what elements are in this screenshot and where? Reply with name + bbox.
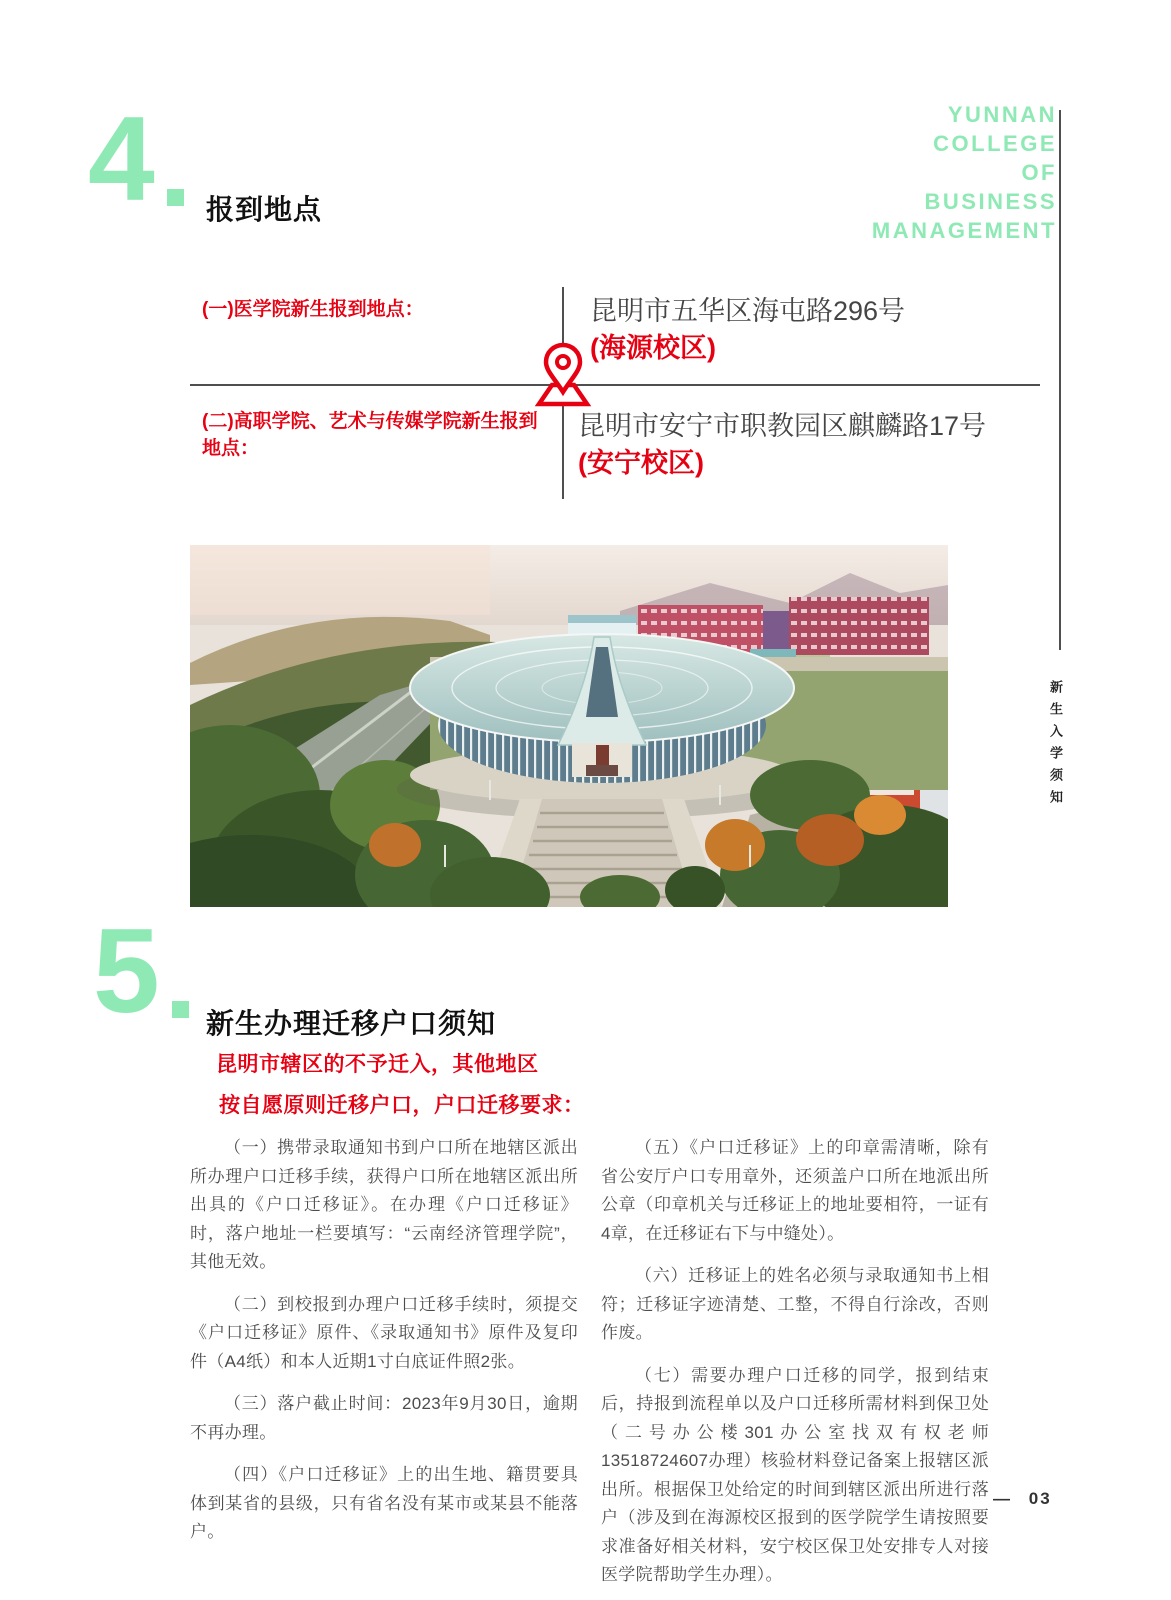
household-notice-line1: 昆明市辖区的不予迁入，其他地区 — [216, 1053, 539, 1076]
campus-aerial-photo — [190, 545, 948, 907]
body-paragraph-6: （六）迁移证上的姓名必须与录取通知书上相符；迁移证字迹清楚、工整，不得自行涂改，否则作废。 — [601, 1266, 989, 1342]
entry2-address — [578, 408, 986, 482]
number-dot — [167, 189, 184, 206]
body-paragraph-2: （二）到校报到办理户口迁移手续时，须提交《户口迁移证》原件、《录取通知书》原件及复印件（A4纸）和本人近期1寸白底证件照2张。 — [190, 1294, 578, 1371]
college-name-english — [872, 100, 1057, 245]
body-paragraph-7: （七）需要办理户口迁移的同学，报到结束后，持报到流程单以及户口迁移所需材料到保卫处（二号办公楼301办公室找双有权老师13518724607办理）核验材料登记备案上报辖区派出所。根据保卫处给定的时间到辖区派出所进行落户（涉及到在海源校区报到的医学院学生请按照要求准备好相关材料，安宁校区保卫处安排专人对接医学院帮助学生办理）。 — [601, 1365, 989, 1584]
page-number-dash: — — [993, 1489, 1012, 1508]
location-pin-icon — [530, 338, 596, 410]
brand-line: COLLEGE — [933, 131, 1057, 156]
section-5-number — [93, 904, 189, 1038]
brand-line: BUSINESS — [924, 189, 1057, 214]
section-5-title: 新生办理迁移户口须知 — [206, 1008, 497, 1039]
section-4-title: 报到地点 — [206, 194, 323, 225]
entry1-address — [590, 293, 905, 367]
brand-line: YUNNAN — [947, 102, 1057, 127]
page-number — [993, 1489, 1052, 1509]
number-dot — [172, 1001, 189, 1018]
body-paragraph-3: （三）落户截止时间：2023年9月30日，逾期不再办理。 — [190, 1394, 578, 1442]
brand-line: MANAGEMENT — [871, 218, 1057, 243]
page-number-value: 03 — [1028, 1489, 1052, 1508]
entry1-campus: (海源校区) — [590, 333, 716, 363]
section-4-numeral: 4 — [88, 92, 155, 226]
entry2-address-text: 昆明市安宁市职教园区麒麟路17号 — [578, 411, 987, 441]
household-notice-line2: 按自愿原则迁移户口，户口迁移要求： — [219, 1094, 585, 1117]
brand-line: OF — [1021, 160, 1057, 185]
row-divider-line — [190, 384, 1040, 386]
section-4-number — [88, 92, 184, 226]
body-paragraph-1: （一）携带录取通知书到户口所在地辖区派出所办理户口迁移手续，获得户口所在地辖区派出所出具的《户口迁移证》。在办理《户口迁移证》时，落户地址一栏要填写：“云南经济管理学院”，其他无效。 — [190, 1138, 578, 1271]
entry1-label: (一)医学院新生报到地点： — [202, 299, 424, 320]
body-column-left — [190, 1134, 578, 1561]
section-5-numeral: 5 — [93, 904, 160, 1038]
right-rail-line — [1059, 110, 1061, 650]
body-paragraph-5: （五）《户口迁移证》上的印章需清晰，除有省公安厅户口专用章外，还须盖户口所在地派出所公章（印章机关与迁移证上的地址要相符，一证有4章，在迁移证右下与中缝处）。 — [601, 1138, 989, 1243]
entry1-address-text: 昆明市五华区海屯路296号 — [590, 296, 906, 326]
body-paragraph-4: （四）《户口迁移证》上的出生地、籍贯要具体到某省的县级，只有省名没有某市或某县不能落户。 — [190, 1465, 578, 1541]
entry2-campus: (安宁校区) — [578, 448, 704, 478]
side-vertical-caption: 新生入学须知 — [1048, 680, 1063, 812]
body-column-right — [601, 1134, 989, 1600]
entry2-label: (二)高职学院、艺术与传媒学院新生报到地点： — [202, 411, 538, 459]
